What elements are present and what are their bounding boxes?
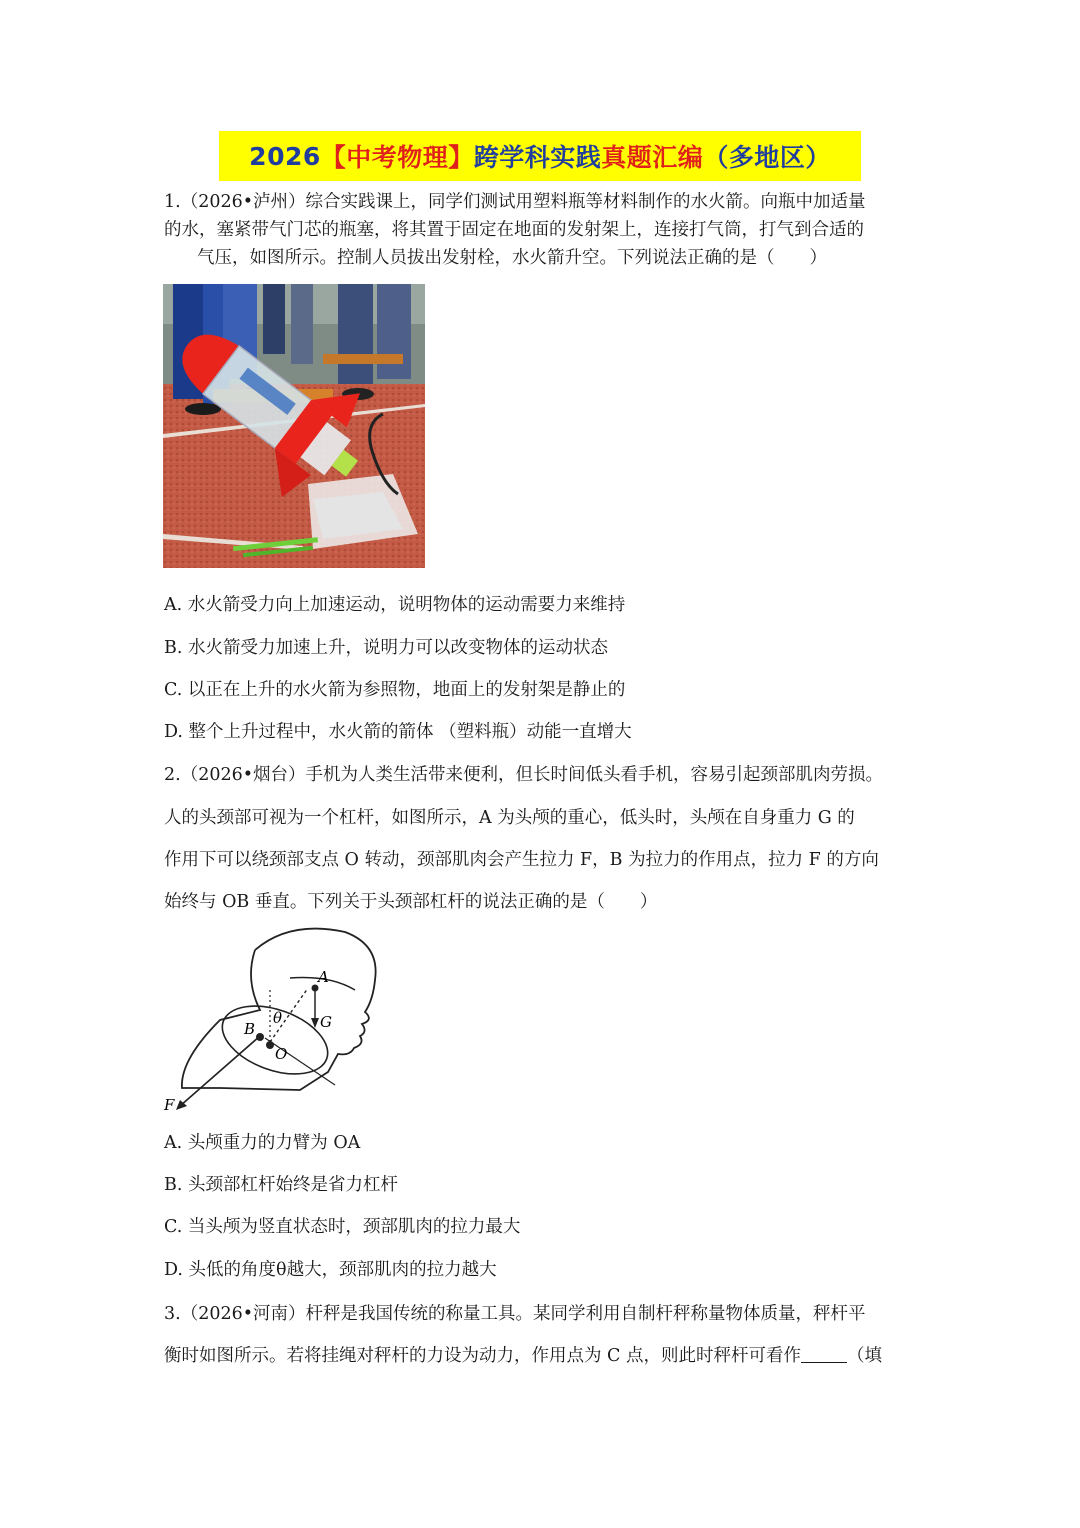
- q1-line-2: 的水，塞紧带气门芯的瓶塞，将其置于固定在地面的发射架上，连接打气筒，打气到合适的: [164, 220, 864, 240]
- q3-line-1: 3.（2026•河南）杆秤是我国传统的称量工具。某同学利用自制杆秤称量物体质量，秤杆平: [164, 1304, 866, 1324]
- q3-line-2: [164, 1342, 920, 1370]
- q2-line-2: 人的头颈部可视为一个杠杆，如图所示，A 为头颅的重心，低头时，头颅在自身重力 G 的: [164, 808, 855, 828]
- q1-option-b: B. 水火箭受力加速上升，说明力可以改变物体的运动状态: [164, 638, 608, 658]
- q1-option-a: A. 水火箭受力向上加速运动，说明物体的运动需要力来维持: [164, 595, 626, 615]
- title-region: （多地区）: [703, 143, 831, 172]
- label-b: B: [244, 1020, 256, 1038]
- q2-line-1: 2.（2026•烟台）手机为人类生活带来便利，但长时间低头看手机，容易引起颈部肌肉劳损。: [164, 765, 884, 785]
- q2-option-c: C. 当头颅为竖直状态时，颈部肌肉的拉力最大: [164, 1217, 521, 1237]
- q3-line-2-tail: （填: [847, 1346, 883, 1366]
- q2-line-4: 始终与 OB 垂直。下列关于头颈部杠杆的说法正确的是（ ）: [164, 892, 658, 912]
- water-rocket-photo: [163, 284, 425, 568]
- q2-option-b: B. 头颈部杠杆始终是省力杠杆: [164, 1175, 398, 1195]
- page-title: [219, 131, 861, 181]
- title-subject: 【中考物理】: [320, 143, 474, 172]
- title-topic: 跨学科实践: [473, 143, 602, 172]
- label-a: A: [318, 968, 329, 986]
- q2-option-d: D. 头低的角度θ越大，颈部肌肉的拉力越大: [164, 1260, 497, 1280]
- label-f: F: [164, 1096, 175, 1114]
- q1-line-3: 气压，如图所示。控制人员拔出发射栓，水火箭升空。下列说法正确的是（ ）: [197, 248, 827, 268]
- title-emph: 真题汇编: [601, 143, 704, 172]
- q1-option-d: D. 整个上升过程中，水火箭的箭体 （塑料瓶）动能一直增大: [164, 722, 632, 742]
- q1-option-c: C. 以正在上升的水火箭为参照物，地面上的发射架是静止的: [164, 680, 626, 700]
- head-neck-lever-diagram: [160, 920, 390, 1120]
- label-g: G: [320, 1013, 332, 1031]
- answer-blank: [801, 1344, 847, 1363]
- q2-line-3: 作用下可以绕颈部支点 O 转动，颈部肌肉会产生拉力 F，B 为拉力的作用点，拉力 F 的方向: [164, 850, 879, 870]
- title-year: 2026: [249, 141, 321, 171]
- q1-line-1: 1.（2026•泸州）综合实践课上，同学们测试用塑料瓶等材料制作的水火箭。向瓶中加适量: [164, 192, 866, 212]
- q3-line-2-text: 衡时如图所示。若将挂绳对秤杆的力设为动力，作用点为 C 点，则此时秤杆可看作: [164, 1346, 802, 1366]
- label-o: O: [275, 1045, 288, 1063]
- q2-option-a: A. 头颅重力的力臂为 OA: [164, 1133, 361, 1153]
- label-theta: θ: [273, 1009, 283, 1027]
